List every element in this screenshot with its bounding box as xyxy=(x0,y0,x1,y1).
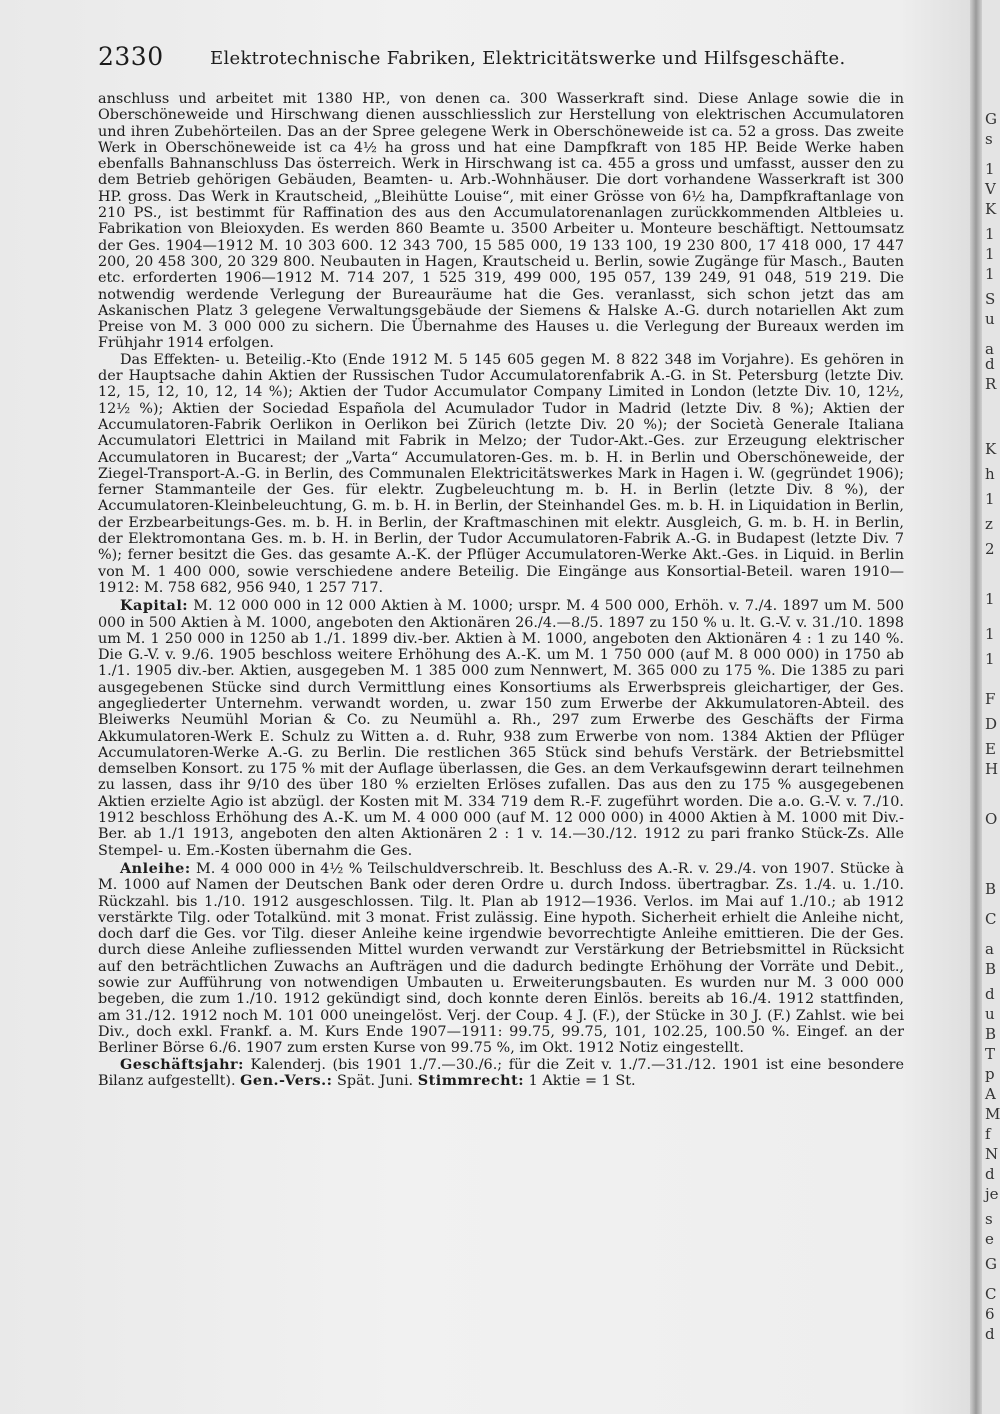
adjacent-page-fragment: u xyxy=(985,1005,995,1023)
kapital-text: M. 12 000 000 in 12 000 Aktien à M. 1000; urspr. M. 4 500 000, Erhöh. v. 7./4. 1897 um M. 500 000 in 500 Aktien à M. 1000, angeboten den Aktionären 26./4.—8./5. 1897 zu 150 % u. lt. G.-V. v. 31./10. 1898 um M. 1 250 000 in 1250 ab 1./1. 1899 div.-ber. Aktien à M. 1000, angeboten den Aktionären 4 : 1 zu 140 %. Die G.-V. v. 9./6. 1905 beschloss weitere Erhöhung des A.-K. um M. 1 750 000 (auf M. 8 000 000) in 1750 ab 1./1. 1905 div.-ber. Aktien, ausgegeben M. 1 385 000 zum Nennwert, M. 365 000 zu 175 %. Die 1385 zu pari ausgegebenen Stücke sind durch Vermittlung eines Konsortiums als Erwerbspreis gleichartiger, der Ges. angegliederter Unternehm. verwandt worden, u. zwar 150 zum Erwerbe der Akkumulatoren-Abteil. des Bleiwerks Neumühl Morian & Co. zu Neumühl a. Rh., 297 zum Erwerbe des Geschäfts der Firma Akkumulatoren-Werk E. Schulz zu Witten a. d. Ruhr, 938 zum Erwerbe von nom. 1384 Aktien der Pflüger Accumulatoren-Werke A.-G. zu Berlin. Die restlichen 365 Stück sind behufs Verstärk. der Betriebsmittel demselben Konsort. zu 175 % mit der Auflage überlassen, die Ges. an dem Verkaufsgewinn derart teilnehmen zu lassen, dass ihr 9/10 des über 180 % erzielten Erlöses zufallen. Das aus den zu 175 % ausgegebenen Aktien erzielte Agio ist abzügl. der Kosten mit M. 334 719 dem R.-F. zugeführt worden. Die a.o. G.-V. v. 7./10. 1912 beschloss Erhöhung des A.-K. um M. 4 000 000 (auf M. 12 000 000) in 4000 Aktien à M. 1000 mit Div.-Ber. ab 1./1 1913, angeboten den alten Aktionären 2 : 1 v. 14.—30./12. 1912 zu pari franko Stück-Zs. Alle Stempel- u. Em.-Kosten übernahm die Ges. xyxy=(98,598,904,859)
adjacent-page-fragment: S xyxy=(985,290,996,308)
anleihe-label: Anleihe: xyxy=(120,859,191,877)
adjacent-page-fragment: z xyxy=(985,515,993,533)
paragraph-effekten: Das Effekten- u. Beteilig.-Kto (Ende 1912 M. 5 145 605 gegen M. 8 822 348 im Vorjahre). Es gehören in der Hauptsache dahin Aktien der Russischen Tudor Accumulatorenfabrik A.-G. in St. Petersburg (letzte Div. 12, 15, 12, 10, 12, 14 %); Aktien der Tudor Accumulator Company Limited in London (letzte Div. 10, 12½, 12½ %); Aktien der Sociedad Española del Acumulador Tudor in Madrid (letzte Div. 8 %); Aktien der Accumulatoren-Fabrik Oerlikon in Oerlikon bei Zürich (letzte Div. 20 %); der Società Generale Italiana Accumulatori Elettrici in Mailand mit Fabrik in Melzo; der Tudor-Akt.-Ges. zur Erzeugung elektrischer Accumulatoren in Bucarest; der „Varta“ Accumulatoren-Ges. m. b. H. in Berlin und Oberschöneweide, der Ziegel-Transport-A.-G. in Berlin, des Communalen Elektricitätswerkes Mark in Hagen i. W. (gegründet 1906); ferner Stammanteile der Ges. für elektr. Zugbeleuchtung m. b. H. in Berlin (letzte Div. 8 %), der Accumulatoren-Kleinbeleuchtung, G. m. b. H. in Berlin, der Steinhandel Ges. m. b. H. in Liquidation in Berlin, der Erzbearbeitungs-Ges. m. b. H. in Berlin, der Kraftmaschinen mit elektr. Ausgleich, G. m. b. H. in Berlin, der Elektromontana Ges. m. b. H. in Berlin, der Tudor Accumulatoren-Fabrik A.-G. in Budapest (letzte Div. 7 %); ferner besitzt die Ges. das gesamte A.-K. der Pflüger Accumulatoren-Werke Akt.-Ges. in Liquid. in Berlin von M. 1 400 000, sowie verschiedene andere Beteilig. Die Eingänge aus Konsortial-Beteil. waren 1910—1912: M. 758 682, 956 940, 1 257 717. xyxy=(98,351,904,596)
adjacent-page-fragment: V xyxy=(985,180,996,198)
adjacent-page-fragment: 1 xyxy=(985,490,995,508)
paragraph-intro: anschluss und arbeitet mit 1380 HP., von denen ca. 300 Wasserkraft sind. Diese Anlage sowie die in Oberschöneweide und Hirschwang dienen ausschliesslich zur Herstellung von elektrischen Accumulatoren und ihren Zubehörteilen. Das an der Spree gelegene Werk in Oberschöneweide ist ca. 52 a gross. Das zweite Werk in Oberschöneweide ist ca 4½ ha gross und hat eine Dampfkraft von 185 HP. Beide Werke haben ebenfalls Bahnanschluss Das österreich. Werk in Hirschwang ist ca. 455 a gross und umfasst, ausser den zu dem Betrieb gehörigen Gebäuden, Beamten- u. Arb.-Wohnhäuser. Die dort vorhandene Wasserkraft ist 300 HP. gross. Das Werk in Krautscheid, „Bleihütte Louise“, mit einer Grösse von 6½ ha, Dampfkraftanlage von 210 PS., ist bestimmt für Raffination des aus den Accumulatorenanlagen zurückkommenden Altbleies u. Fabrikation von Bleioxyden. Es werden 860 Beamte u. 3500 Arbeiter u. Monteure beschäftigt. Nettoumsatz der Ges. 1904—1912 M. 10 303 600. 12 343 700, 15 585 000, 19 133 100, 19 230 800, 17 418 000, 17 447 200, 20 458 300, 20 329 800. Neubauten in Hagen, Krautscheid u. Berlin, sowie Zugänge für Masch., Bauten etc. erforderten 1906—1912 M. 714 207, 1 525 319, 499 000, 195 057, 139 249, 91 048, 519 219. Die notwendig werdende Verlegung der Bureauräume hat die Ges. veranlasst, sich schon jetzt das am Askanischen Platz 3 gelegene Verwaltungsgebäude der Siemens & Halske A.-G. durch notariellen Akt zum Preise von M. 3 000 000 zu sichern. Die Übernahme des Hauses u. die Verlegung der Bureaux werden im Frühjahr 1914 erfolgen. xyxy=(98,91,904,352)
adjacent-page-fragment: 1 xyxy=(985,225,995,243)
adjacent-page-fragment: R xyxy=(985,375,997,393)
adjacent-page-fragment: 6 xyxy=(985,1305,995,1323)
paragraph-kapital xyxy=(98,598,904,859)
adjacent-page-fragment: f xyxy=(985,1125,991,1143)
adjacent-page-fragment: C xyxy=(985,910,997,928)
page-header xyxy=(98,42,948,82)
adjacent-page-fragment: A xyxy=(985,1085,996,1103)
adjacent-page-fragment: T xyxy=(985,1045,996,1063)
anleihe-text: M. 4 000 000 in 4½ % Teilschuldverschreib. lt. Beschluss des A.-R. v. 29./4. von 1907. Stücke à M. 1000 auf Namen der Deutschen Bank oder deren Ordre u. durch Indoss. übertragbar. Zs. 1./4. u. 1./10. Rückzahl. bis 1./10. 1912 ausgeschlossen. Tilg. lt. Plan ab 1912—1936. Verlos. im Mai auf 1./10.; ab 1912 verstärkte Tilg. oder Totalkünd. mit 3 monat. Frist zulässig. Eine hypoth. Sicherheit erhielt die Anleihe nicht, doch darf die Ges. vor Tilg. dieser Anleihe keine irgendwie bevorrechtigte Anleihe emittieren. Die der Ges. durch diese Anleihe zufliessenden Mittel wurden verwandt zur Verstärkung der Betriebsmittel in Rücksicht auf den beträchtlichen Zuwachs an Aufträgen und die dadurch bedingte Erhöhung der Vorräte und Debit., sowie zur Aufführung von notwendigen Umbauten u. Erweiterungsbauten. Es wurden nur M. 3 000 000 begeben, die zum 1./10. 1912 gekündigt sind, doch konnte deren Einlös. bereits ab 16./4. 1912 stattfinden, am 31./12. 1912 noch M. 101 000 uneingelöst. Verj. der Coup. 4 J. (F.), der Stücke in 30 J. (F.) Zahlst. wie bei Div., doch exkl. Frankf. a. M. Kurs Ende 1907—1911: 99.75, 99.75, 101, 102.25, 100.50 %. Eingef. an der Berliner Börse 6./6. 1907 zum ersten Kurse von 99.75 %, im Okt. 1912 Notiz eingestellt. xyxy=(98,860,904,1057)
genvers-text: Spät. Juni. xyxy=(332,1072,418,1089)
adjacent-page-fragment: p xyxy=(985,1065,995,1083)
adjacent-page-fragment: 1 xyxy=(985,265,995,283)
adjacent-page-fragment: B xyxy=(985,960,997,978)
adjacent-page-fragment: u xyxy=(985,310,995,328)
adjacent-page-fragment: 1 xyxy=(985,160,995,178)
adjacent-page-fragment: E xyxy=(985,740,996,758)
adjacent-page-fragment: K xyxy=(985,440,997,458)
adjacent-page-fragment: 1 xyxy=(985,245,995,263)
genvers-label: Gen.-Vers.: xyxy=(240,1071,333,1089)
stimmrecht-text: 1 Aktie = 1 St. xyxy=(524,1072,636,1089)
adjacent-page-fragment: C xyxy=(985,1285,997,1303)
adjacent-page-fragment: a xyxy=(985,340,994,358)
stimmrecht-label: Stimmrecht: xyxy=(417,1071,525,1089)
adjacent-page-fragment: G xyxy=(985,110,997,128)
adjacent-page-fragment: H xyxy=(985,760,999,778)
adjacent-page-edge xyxy=(982,0,1000,1414)
kapital-label: Kapital: xyxy=(120,597,189,615)
adjacent-page-fragment: s xyxy=(985,1210,993,1228)
adjacent-page-fragment: a xyxy=(985,940,994,958)
book-gutter xyxy=(970,0,982,1414)
geschaeftsjahr-label: Geschäftsjahr: xyxy=(120,1055,244,1073)
adjacent-page-fragment: h xyxy=(985,465,995,483)
adjacent-page-fragment: M xyxy=(985,1105,1000,1123)
adjacent-page-fragment: 1 xyxy=(985,650,995,668)
adjacent-page-fragment: 2 xyxy=(985,540,995,558)
adjacent-page-fragment: B xyxy=(985,1025,997,1043)
adjacent-page-fragment: s xyxy=(985,130,993,148)
adjacent-page-fragment: K xyxy=(985,200,997,218)
adjacent-page-fragment: e xyxy=(985,1230,994,1248)
paragraph-anleihe xyxy=(98,861,904,1057)
body-text xyxy=(98,91,904,1089)
adjacent-page-fragment: B xyxy=(985,880,997,898)
adjacent-page-fragment: O xyxy=(985,810,998,828)
adjacent-page-fragment: d xyxy=(985,1165,995,1183)
adjacent-page-fragment: d xyxy=(985,1325,995,1343)
adjacent-page-fragment: d xyxy=(985,985,995,1003)
adjacent-page-fragment: F xyxy=(985,690,996,708)
adjacent-page-fragment: D xyxy=(985,715,998,733)
geschaeftsjahr-text: Kalenderj. (bis 1901 1./7.—30./6.; für die Zeit v. 1./7.—31./12. 1901 ist eine besondere Bilanz aufgestellt). xyxy=(98,1056,904,1089)
adjacent-page-fragment: 1 xyxy=(985,625,995,643)
paragraph-geschaeftsjahr xyxy=(98,1057,904,1090)
adjacent-page-fragment: 1 xyxy=(985,590,995,608)
adjacent-page-fragment: N xyxy=(985,1145,999,1163)
adjacent-page-fragment: G xyxy=(985,1255,997,1273)
adjacent-page-fragment: d xyxy=(985,355,995,373)
page-number: 2330 xyxy=(98,42,164,71)
adjacent-page-fragment: je xyxy=(985,1185,999,1203)
running-title: Elektrotechnische Fabriken, Elektricitätswerke und Hilfsgeschäfte. xyxy=(210,48,846,69)
